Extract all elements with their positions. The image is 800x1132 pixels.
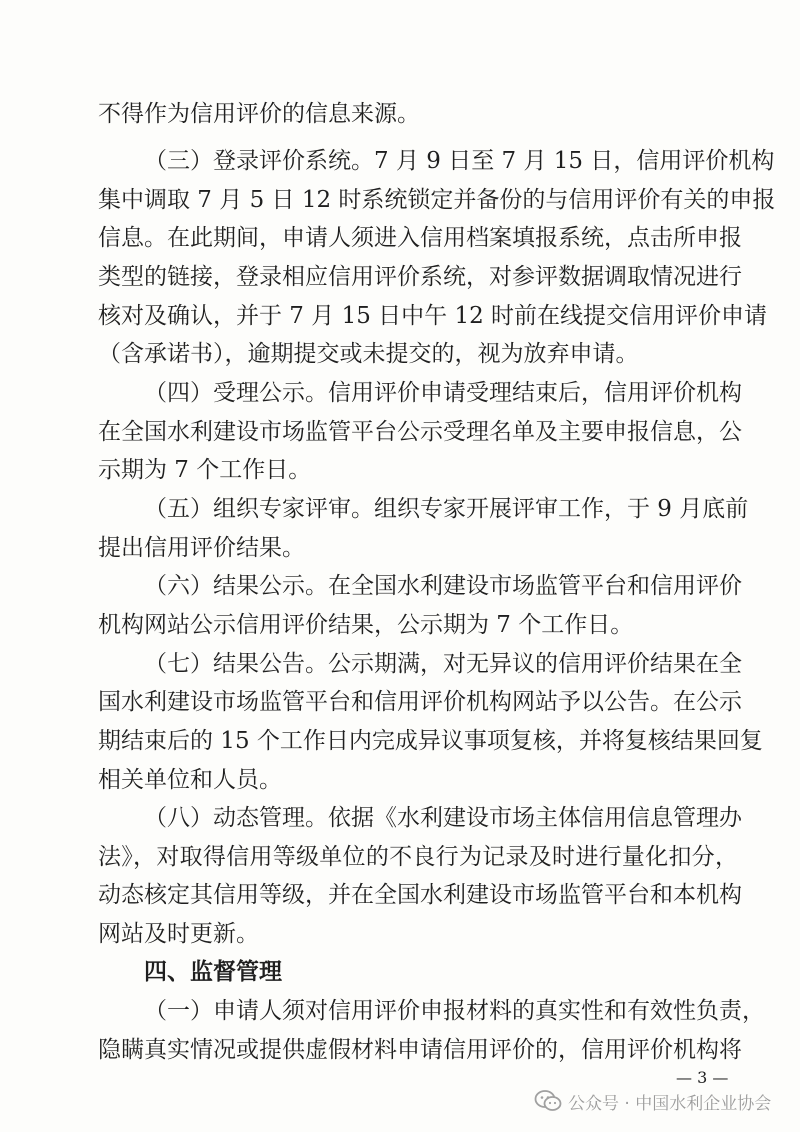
text-line: 类型的链接，登录相应信用评价系统，对参评数据调取情况进行 [98, 264, 742, 290]
text-line: 国水利建设市场监管平台和信用评价机构网站予以公告。在公示 [98, 689, 742, 715]
text-line: （一）申请人须对信用评价申报材料的真实性和有效性负责， [144, 998, 765, 1024]
text-line: 相关单位和人员。 [98, 767, 282, 793]
text-line: 不得作为信用评价的信息来源。 [98, 101, 420, 127]
text-line: （七）结果公告。公示期满，对无异议的信用评价结果在全 [144, 651, 742, 677]
watermark-text: 公众号 · 中国水利企业协会 [568, 1093, 772, 1114]
text-line: 期结束后的 15 个工作日内完成异议事项复核，并将复核结果回复 [98, 728, 763, 754]
text-line: 信息。在此期间，申请人须进入信用档案填报系统，点击所申报 [98, 225, 742, 251]
text-line: （八）动态管理。依据《水利建设市场主体信用信息管理办 [144, 805, 742, 831]
wechat-icon [534, 1089, 562, 1113]
text-line: （六）结果公示。在全国水利建设市场监管平台和信用评价 [144, 573, 742, 599]
text-line: （五）组织专家评审。组织专家开展评审工作，于 9 月底前 [144, 496, 749, 522]
text-line: 机构网站公示信用评价结果，公示期为 7 个工作日。 [98, 612, 634, 638]
text-line: 提出信用评价结果。 [98, 535, 305, 561]
page-number: — 3 — [676, 1068, 729, 1087]
text-line: 隐瞒真实情况或提供虚假材料申请信用评价的，信用评价机构将 [98, 1037, 742, 1063]
text-line: 法》，对取得信用等级单位的不良行为记录及时进行量化扣分， [98, 844, 738, 870]
text-line: （含承诺书），逾期提交或未提交的，视为放弃申请。 [98, 341, 639, 367]
text-line: 动态核定其信用等级，并在全国水利建设市场监管平台和本机构 [98, 882, 742, 908]
section-heading: 四、监督管理 [144, 959, 282, 985]
text-line: 网站及时更新。 [98, 921, 259, 947]
text-line: （四）受理公示。信用评价申请受理结束后，信用评价机构 [144, 380, 742, 406]
watermark [534, 1086, 771, 1116]
text-line: 在全国水利建设市场监管平台公示受理名单及主要申报信息，公 [98, 419, 742, 445]
text-line: 集中调取 7 月 5 日 12 时系统锁定并备份的与信用评价有关的申报 [98, 187, 776, 213]
text-line: 示期为 7 个工作日。 [98, 457, 312, 483]
text-line: 核对及确认，并于 7 月 15 日中午 12 时前在线提交信用评价申请 [98, 303, 768, 329]
text-line: （三）登录评价系统。7 月 9 日至 7 月 15 日，信用评价机构 [144, 148, 775, 174]
